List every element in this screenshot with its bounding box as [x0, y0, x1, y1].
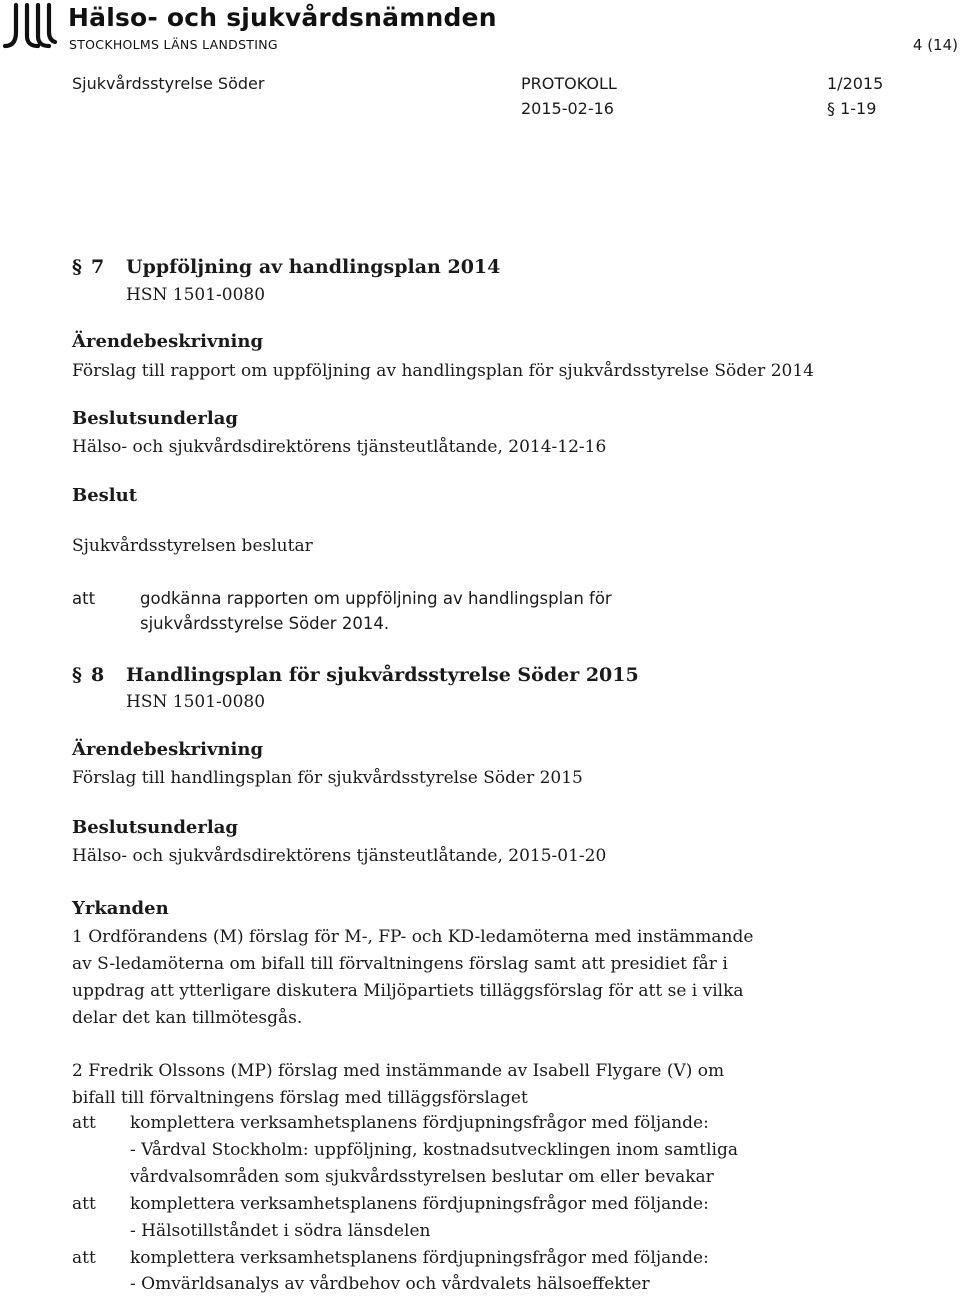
att-item-2-line-1: komplettera verksamhetsplanens fördjupningsfrågor med följande:: [130, 1194, 709, 1214]
meeting-date: 2015-02-16: [521, 99, 614, 118]
yrkande-2-line: 2 Fredrik Olssons (MP) förslag med instämmande av Isabell Flygare (V) om: [72, 1061, 725, 1081]
section-7-att-label: att: [72, 589, 96, 608]
yrkande-2: [72, 1058, 724, 1112]
section-7-beslut-heading: Beslut: [72, 485, 138, 506]
att-item-3-line-2: - Omvärldsanalys av vårdbehov och vårdvalets hälsoeffekter: [130, 1274, 650, 1294]
att-item-1-line-1: komplettera verksamhetsplanens fördjupningsfrågor med följande:: [130, 1113, 709, 1133]
section-8-arende-text: Förslag till handlingsplan för sjukvårdsstyrelse Söder 2015: [72, 768, 583, 788]
section-7-arende-heading: Ärendebeskrivning: [72, 331, 264, 352]
att-item-2-line-2: - Hälsotillståndet i södra länsdelen: [130, 1221, 431, 1241]
page-number: 4 (14): [912, 36, 958, 54]
section-7-underlag-heading: Beslutsunderlag: [72, 408, 238, 429]
yrkande-1: [72, 924, 753, 1032]
section-8-case-number: HSN 1501-0080: [126, 692, 266, 712]
section-7-title: Uppföljning av handlingsplan 2014: [126, 256, 501, 278]
sll-logo-icon: [2, 2, 58, 50]
section-8-yrkanden-heading: Yrkanden: [72, 898, 169, 919]
document-type: PROTOKOLL: [521, 74, 617, 93]
committee-name: Sjukvårdsstyrelse Söder: [72, 74, 265, 93]
section-8-symbol: §: [72, 664, 82, 686]
yrkande-1-line: av S-ledamöterna om bifall till förvaltningens förslag samt att presidiet får i: [72, 954, 728, 974]
section-8-number: 8: [91, 664, 105, 686]
yrkande-2-line: bifall till förvaltningens förslag med tilläggsförslaget: [72, 1088, 528, 1108]
section-7-number: 7: [91, 256, 105, 278]
att-item-2-label: att: [72, 1194, 96, 1214]
org-subtitle: STOCKHOLMS LÄNS LANDSTING: [69, 37, 278, 52]
section-7-beslut-line-1: godkänna rapporten om uppföljning av handlingsplan för: [140, 589, 612, 608]
att-item-1-line-2: - Vårdval Stockholm: uppföljning, kostnadsutvecklingen inom samtliga: [130, 1140, 738, 1160]
att-item-3-line-1: komplettera verksamhetsplanens fördjupningsfrågor med följande:: [130, 1248, 709, 1268]
att-item-1-label: att: [72, 1113, 96, 1133]
yrkande-1-line: uppdrag att ytterligare diskutera Miljöpartiets tilläggsförslag för att se i vilka: [72, 981, 744, 1001]
att-item-3-label: att: [72, 1248, 96, 1268]
section-7-beslut-line-2: sjukvårdsstyrelse Söder 2014.: [140, 614, 390, 633]
section-8-underlag-heading: Beslutsunderlag: [72, 817, 238, 838]
paragraph-range: § 1-19: [827, 99, 877, 118]
att-item-1-line-3: vårdvalsområden som sjukvårdsstyrelsen beslutar om eller bevakar: [130, 1167, 714, 1187]
yrkande-1-line: 1 Ordförandens (M) förslag för M-, FP- och KD-ledamöterna med instämmande: [72, 927, 754, 947]
section-7-arende-text: Förslag till rapport om uppföljning av handlingsplan för sjukvårdsstyrelse Söder 2014: [72, 361, 814, 381]
section-7-case-number: HSN 1501-0080: [126, 285, 266, 305]
yrkande-1-line: delar det kan tillmötesgås.: [72, 1008, 303, 1028]
section-8-arende-heading: Ärendebeskrivning: [72, 739, 264, 760]
document-number: 1/2015: [827, 74, 884, 93]
section-7-beslut-intro: Sjukvårdsstyrelsen beslutar: [72, 536, 313, 556]
section-8-underlag-text: Hälso- och sjukvårdsdirektörens tjänsteutlåtande, 2015-01-20: [72, 846, 607, 866]
section-8-title: Handlingsplan för sjukvårdsstyrelse Söder 2015: [126, 664, 639, 686]
section-7-symbol: §: [72, 256, 82, 278]
org-name: Hälso- och sjukvårdsnämnden: [68, 3, 497, 32]
section-7-underlag-text: Hälso- och sjukvårdsdirektörens tjänsteutlåtande, 2014-12-16: [72, 437, 607, 457]
